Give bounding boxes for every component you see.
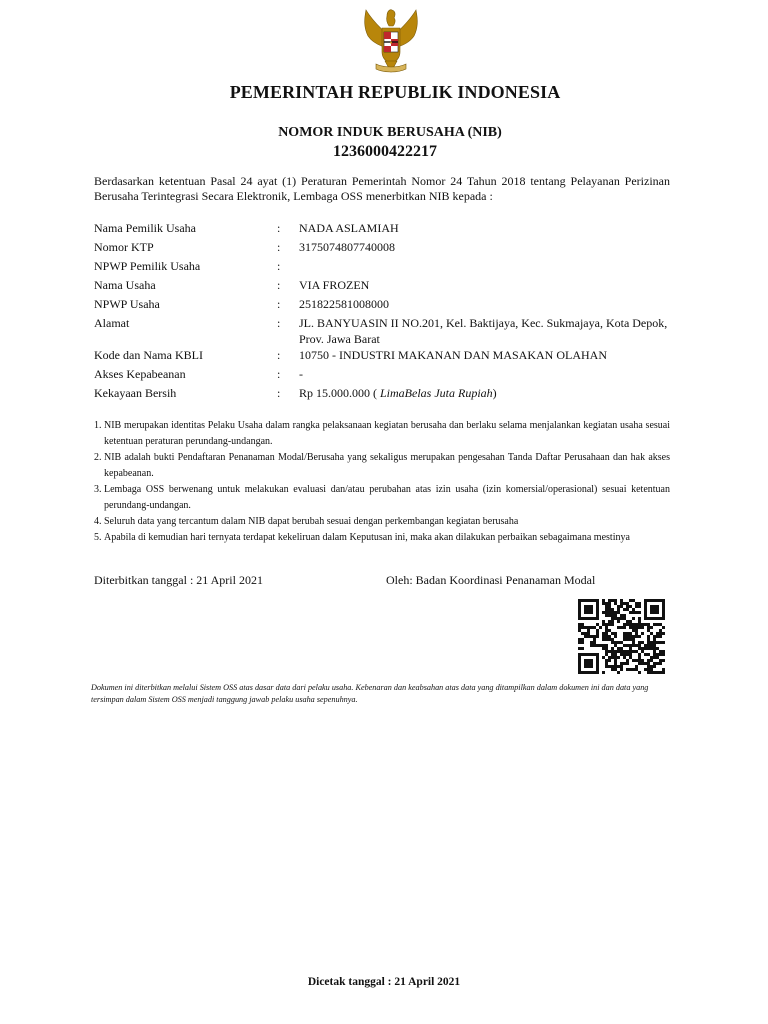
field-colon: :: [277, 386, 281, 400]
intro-paragraph: Berdasarkan ketentuan Pasal 24 ayat (1) Peraturan Pemerintah Nomor 24 Tahun 2018 tentang Pelayanan Perizinan Berusaha Terintegrasi Secara Elektronik, Lembaga OSS menerbitkan NIB kepada :: [94, 174, 670, 203]
field-label: Alamat: [94, 316, 130, 330]
note-item: [94, 450, 670, 482]
field-colon: :: [277, 297, 281, 311]
printed-date: Dicetak tanggal : 21 April 2021: [307, 976, 461, 988]
field-colon: :: [277, 221, 281, 235]
net-worth-in-words: LimaBelas Juta Rupiah: [380, 386, 493, 400]
notes-list: [94, 418, 670, 546]
note-item: [94, 418, 670, 450]
document-title: NOMOR INDUK BERUSAHA (NIB): [278, 125, 502, 140]
note-text: Apabila di kemudian hari ternyata terdapat kekeliruan dalam Keputusan ini, maka akan dilakukan perbaikan sebagaimana mestinya: [104, 532, 630, 543]
field-value: VIA FROZEN: [299, 278, 370, 292]
field-label: NPWP Pemilik Usaha: [94, 259, 201, 273]
note-number: 4.: [94, 516, 102, 527]
field-colon: :: [277, 240, 281, 254]
government-title: PEMERINTAH REPUBLIK INDONESIA: [229, 82, 561, 102]
note-item: [94, 530, 670, 546]
field-value: 10750 - INDUSTRI MAKANAN DAN MASAKAN OLAHAN: [299, 348, 607, 362]
note-text: NIB adalah bukti Pendaftaran Penanaman Modal/Berusaha yang sekaligus merupakan pengesahan Tanda Daftar Perusahaan dan hak akses kepabeanan.: [104, 452, 670, 479]
note-number: 1.: [94, 420, 102, 431]
field-value: [299, 386, 669, 402]
field-label: Kode dan Nama KBLI: [94, 348, 203, 362]
note-text: Lembaga OSS berwenang untuk melakukan evaluasi dan/atau perubahan atas izin usaha (izin komersial/operasional) sesuai ketentuan perundang-undangan.: [104, 484, 670, 511]
field-value: NADA ASLAMIAH: [299, 221, 399, 235]
field-label: Nomor KTP: [94, 240, 154, 254]
field-value: 251822581008000: [299, 297, 389, 311]
net-worth-close: ): [492, 386, 497, 400]
issued-by: Oleh: Badan Koordinasi Penanaman Modal: [386, 573, 596, 587]
note-number: 2.: [94, 452, 102, 463]
net-worth-amount: Rp 15.000.000 (: [299, 386, 377, 400]
qr-code-icon: [578, 599, 665, 674]
field-value: JL. BANYUASIN II NO.201, Kel. Baktijaya, Kec. Sukmajaya, Kota Depok, Prov. Jawa Barat: [299, 316, 668, 346]
garuda-emblem-icon: [352, 6, 430, 76]
field-value: 3175074807740008: [299, 240, 395, 254]
field-colon: :: [277, 316, 281, 330]
note-item: [94, 482, 670, 514]
field-label: Akses Kepabeanan: [94, 367, 186, 381]
field-colon: :: [277, 348, 281, 362]
field-colon: :: [277, 367, 281, 381]
note-text: Seluruh data yang tercantum dalam NIB dapat berubah sesuai dengan perkembangan kegiatan berusaha: [104, 516, 519, 527]
disclaimer: Dokumen ini diterbitkan melalui Sistem OSS atas dasar data dari pelaku usaha. Kebenaran dan keabsahan atas data yang ditampilkan dalam dokumen ini dan data yang tersimpan dalam Sistem OSS menjadi tanggung jawab pelaku usaha sepenuhnya.: [91, 683, 649, 704]
field-value: -: [299, 367, 303, 381]
issued-date: Diterbitkan tanggal : 21 April 2021: [94, 573, 263, 587]
field-colon: :: [277, 278, 281, 292]
field-label: Nama Usaha: [94, 278, 156, 292]
field-label: Kekayaan Bersih: [94, 386, 177, 400]
note-text: NIB merupakan identitas Pelaku Usaha dalam rangka pelaksanaan kegiatan berusaha dan berlaku selama menjalankan kegiatan usaha sesuai ketentuan peraturan perundang-undangan.: [104, 420, 670, 447]
note-item: [94, 514, 670, 530]
field-label: Nama Pemilik Usaha: [94, 221, 196, 235]
field-label: NPWP Usaha: [94, 297, 160, 311]
field-colon: :: [277, 259, 281, 273]
note-number: 3.: [94, 484, 102, 495]
nib-number: 1236000422217: [333, 143, 437, 160]
note-number: 5.: [94, 532, 102, 543]
